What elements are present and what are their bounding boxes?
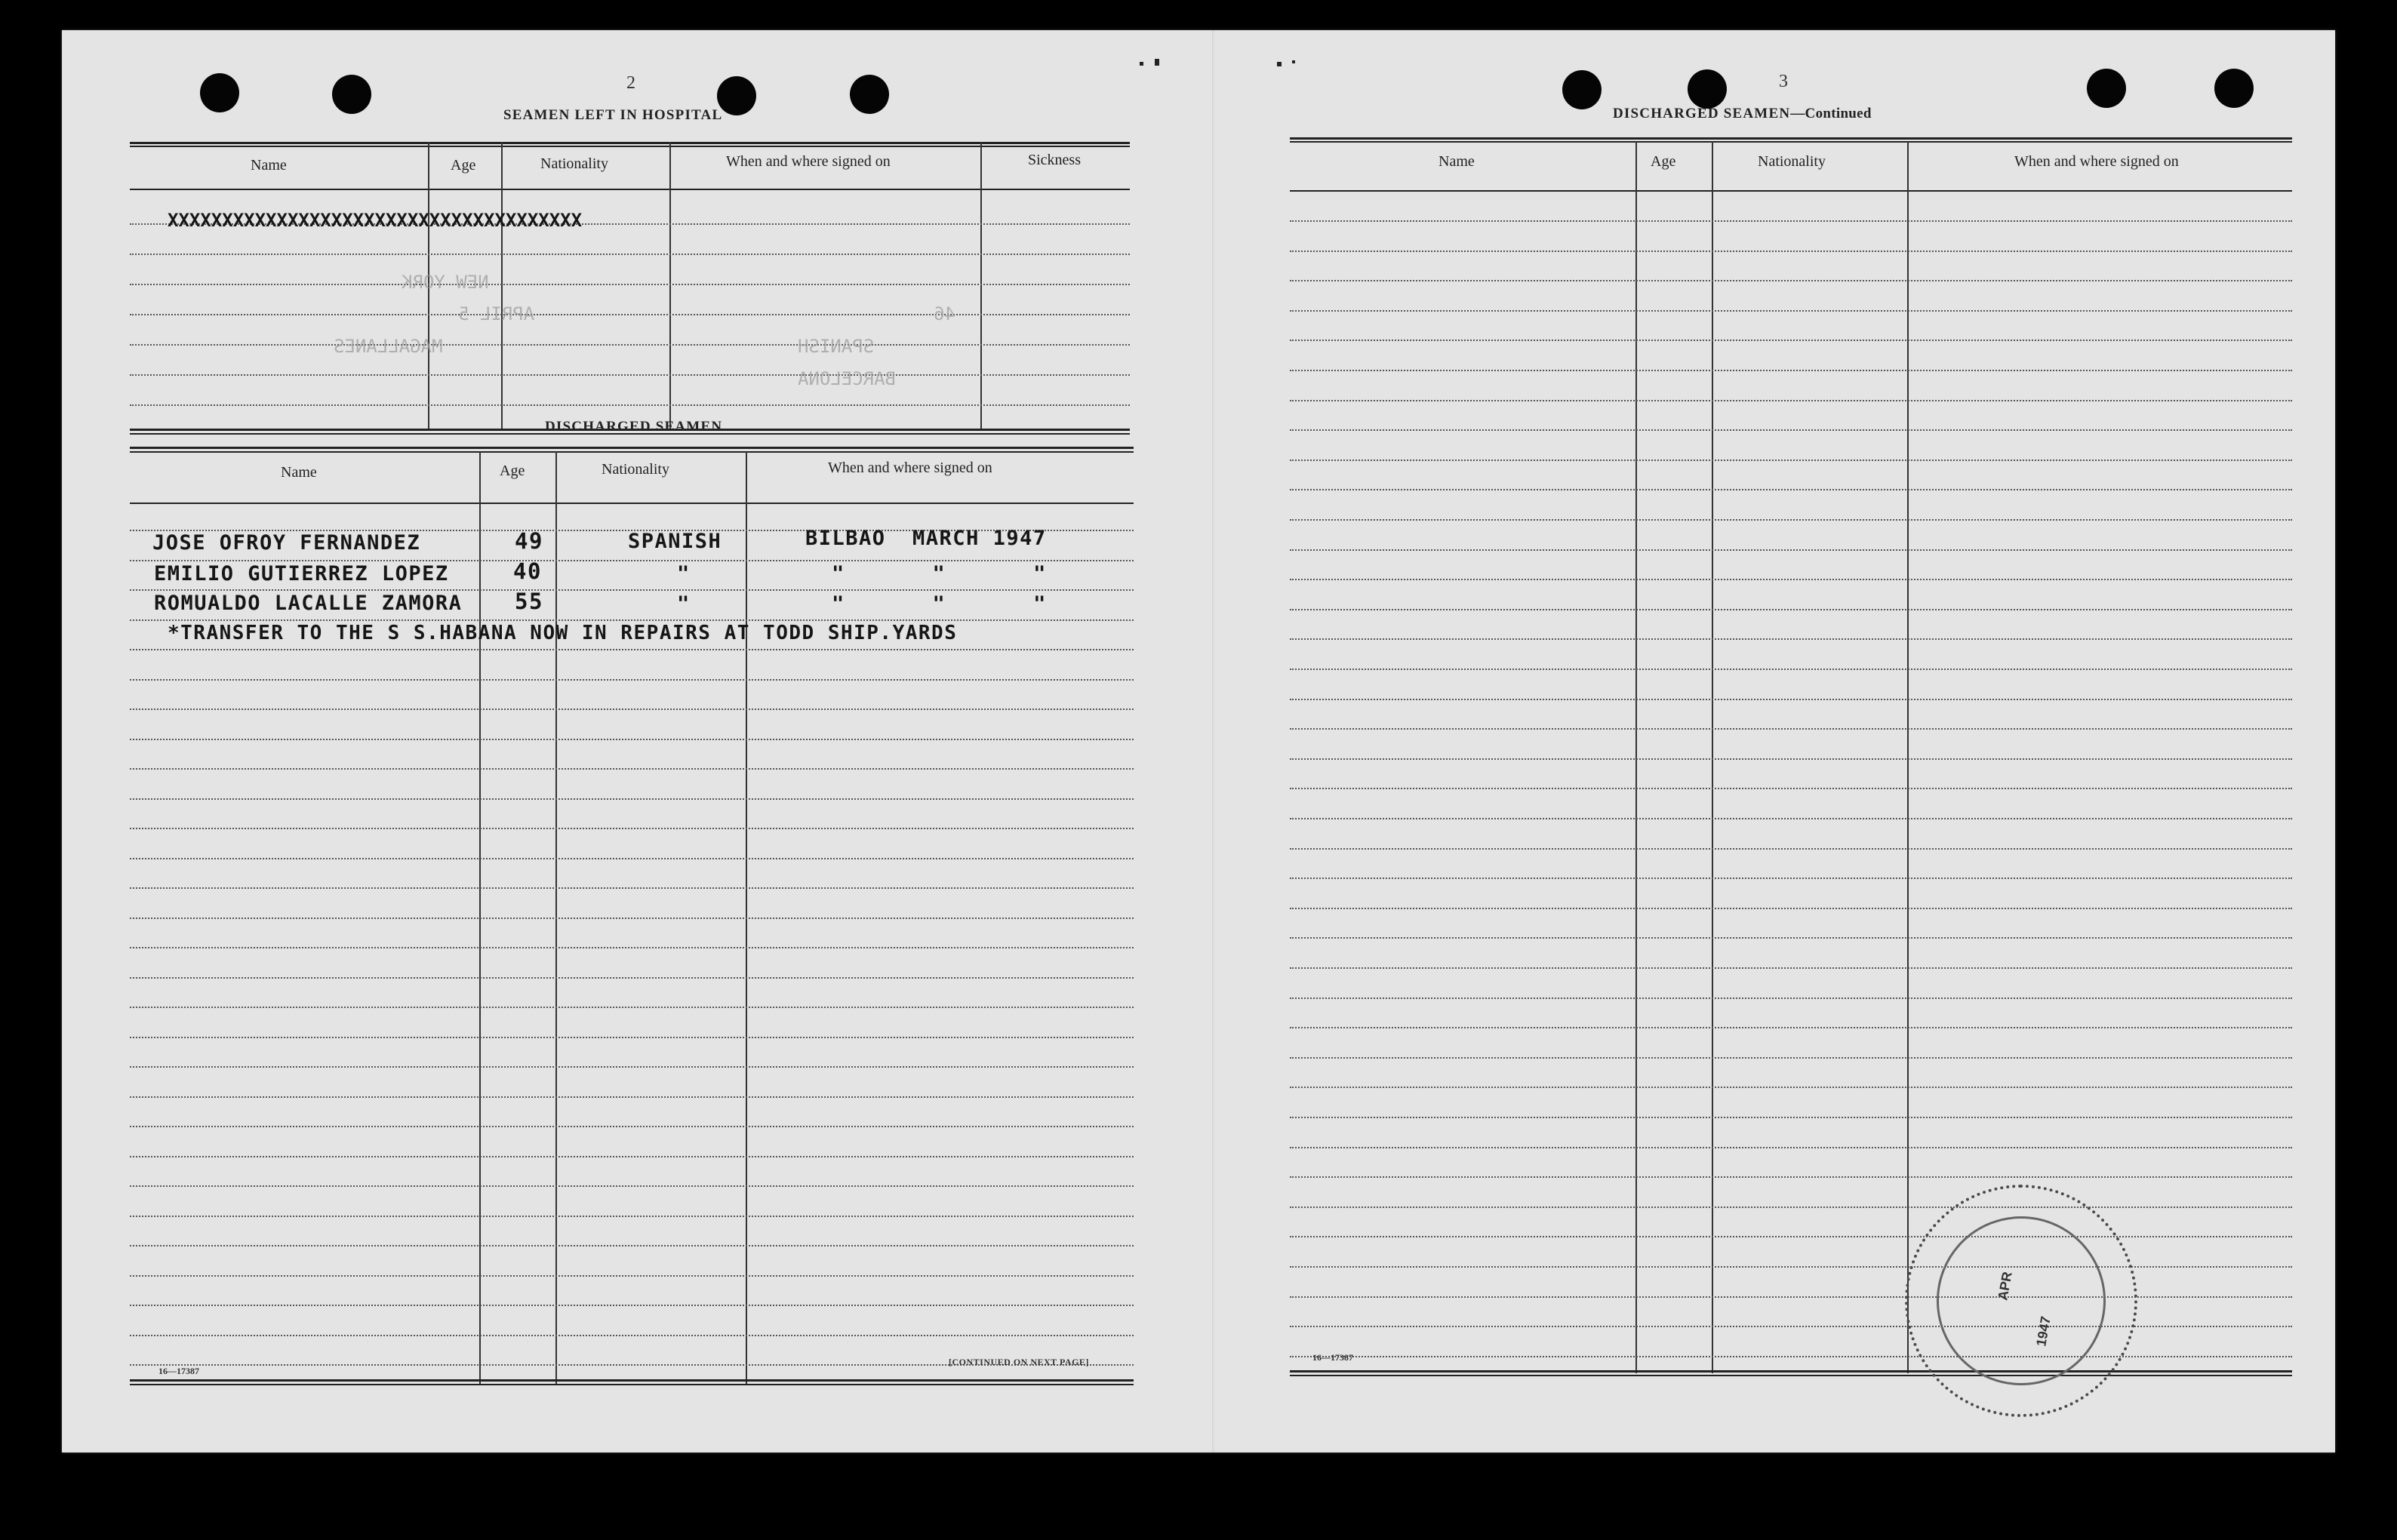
column-header-signed-on: When and where signed on — [726, 153, 891, 170]
table-top-rule — [1290, 137, 2292, 140]
row-line — [1290, 1326, 2292, 1327]
row-line — [1290, 370, 2292, 371]
row-line — [1290, 340, 2292, 341]
row-line — [1290, 489, 2292, 490]
page-number: 2 — [626, 73, 635, 93]
row-line — [1290, 549, 2292, 551]
column-divider — [501, 142, 503, 429]
column-header-name: Name — [251, 157, 287, 174]
row-line — [1290, 429, 2292, 431]
row-line — [1290, 220, 2292, 222]
row-line — [1290, 638, 2292, 640]
table-top-rule — [130, 447, 1134, 449]
row-line — [1290, 997, 2292, 999]
row-line — [1290, 758, 2292, 760]
row-line — [1290, 280, 2292, 281]
row-line — [1290, 937, 2292, 939]
row-line — [130, 589, 1134, 591]
row-line — [130, 858, 1134, 859]
seaman-name: EMILIO GUTIERREZ LOPEZ — [154, 562, 449, 586]
bleed-through-text: APRIL 5 — [458, 303, 535, 324]
row-line — [1290, 1117, 2292, 1118]
document-sheet — [62, 30, 2335, 1452]
received-stamp — [1905, 1185, 2137, 1417]
row-line — [1290, 519, 2292, 521]
row-line — [1290, 251, 2292, 252]
row-line — [1290, 788, 2292, 789]
row-line — [1290, 967, 2292, 969]
row-line — [130, 1335, 1134, 1336]
row-line — [130, 947, 1134, 948]
column-header-signed-on: When and where signed on — [2014, 153, 2179, 170]
seaman-signed-on: " " " — [832, 592, 1051, 616]
row-line — [1290, 818, 2292, 819]
page-number: 3 — [1779, 72, 1788, 91]
discharged-continued-title — [1613, 106, 1872, 122]
row-line — [1290, 1027, 2292, 1028]
header-bottom-rule — [1290, 190, 2292, 192]
seaman-nationality: " — [677, 592, 691, 616]
row-line — [130, 314, 1130, 315]
row-line — [130, 404, 1130, 406]
left-page — [62, 30, 1211, 1452]
column-divider — [669, 142, 671, 429]
seaman-age: 55 — [515, 589, 543, 614]
column-header-name: Name — [1439, 153, 1475, 170]
seaman-signed-on: " " " — [832, 562, 1051, 586]
table-bottom-rule — [1290, 1375, 2292, 1376]
row-line — [130, 1216, 1134, 1217]
row-line — [130, 284, 1130, 285]
title-main: DISCHARGED SEAMEN — [1613, 106, 1791, 121]
column-header-signed-on: When and where signed on — [828, 460, 992, 476]
row-line — [130, 739, 1134, 740]
row-line — [1290, 1147, 2292, 1148]
row-line — [1290, 848, 2292, 850]
seaman-name: ROMUALDO LACALLE ZAMORA — [154, 592, 463, 615]
stamp-year: 1947 — [2033, 1314, 2054, 1348]
row-line — [130, 1245, 1134, 1246]
stamp-month: APR — [1995, 1270, 2015, 1302]
column-header-nationality: Nationality — [602, 461, 669, 478]
bleed-through-text: BARCELONA — [798, 368, 897, 389]
row-line — [1290, 1266, 2292, 1268]
seaman-nationality: SPANISH — [628, 530, 722, 553]
row-line — [1290, 1087, 2292, 1088]
column-header-age: Age — [451, 157, 476, 174]
row-line — [130, 1156, 1134, 1157]
row-line — [1290, 1206, 2292, 1208]
row-line — [1290, 1176, 2292, 1178]
row-line — [130, 709, 1134, 710]
row-line — [130, 768, 1134, 770]
row-line — [130, 254, 1130, 255]
column-header-age: Age — [500, 463, 525, 479]
discharged-section-title: DISCHARGED SEAMEN — [545, 419, 723, 435]
stamp-ring — [1937, 1216, 2106, 1385]
row-line — [130, 798, 1134, 800]
row-line — [130, 344, 1130, 346]
column-header-name: Name — [281, 464, 317, 481]
column-divider — [980, 142, 982, 429]
row-line — [130, 887, 1134, 889]
table-bottom-rule — [130, 1379, 1134, 1382]
header-bottom-rule — [130, 503, 1134, 504]
column-header-sickness: Sickness — [1028, 152, 1081, 168]
row-line — [130, 1126, 1134, 1127]
table-top-rule — [130, 451, 1134, 453]
row-line — [130, 1305, 1134, 1306]
table-bottom-rule — [1290, 1370, 2292, 1372]
row-line — [130, 1275, 1134, 1277]
row-line — [130, 977, 1134, 979]
table-bottom-rule — [130, 1384, 1134, 1385]
bleed-through-text: SPANISH — [798, 336, 875, 357]
row-line — [1290, 1356, 2292, 1357]
row-line — [1290, 1296, 2292, 1298]
seaman-nationality: " — [677, 562, 691, 586]
row-line — [130, 560, 1134, 561]
row-line — [130, 374, 1130, 376]
struck-out-entry: XXXXXXXXXXXXXXXXXXXXXXXXXXXXXXXXXXXXXX — [168, 210, 583, 231]
row-line — [1290, 609, 2292, 610]
row-line — [1290, 1236, 2292, 1237]
row-line — [130, 679, 1134, 681]
row-line — [130, 1185, 1134, 1187]
row-line — [130, 1007, 1134, 1008]
title-suffix: —Continued — [1790, 106, 1872, 121]
row-line — [1290, 460, 2292, 461]
bleed-through-text: 46 — [934, 303, 955, 324]
row-line — [130, 1066, 1134, 1068]
row-line — [1290, 669, 2292, 670]
row-line — [130, 918, 1134, 919]
row-line — [1290, 579, 2292, 580]
transfer-note: *TRANSFER TO THE S S.HABANA NOW IN REPAIRS AT TODD SHIP.YARDS — [168, 622, 958, 644]
row-line — [1290, 400, 2292, 401]
column-divider — [1907, 141, 1909, 1373]
row-line — [130, 649, 1134, 650]
row-line — [1290, 878, 2292, 879]
row-line — [130, 1096, 1134, 1098]
seaman-signed-on: BILBAO MARCH 1947 — [805, 527, 1047, 550]
table-top-rule — [1290, 141, 2292, 143]
row-line — [130, 828, 1134, 829]
column-header-nationality: Nationality — [540, 155, 608, 172]
right-page — [1214, 30, 2335, 1452]
column-divider — [1635, 141, 1637, 1373]
row-line — [1290, 728, 2292, 730]
bleed-through-text: MAGALLANES — [334, 336, 443, 357]
seaman-name: JOSE OFROY FERNANDEZ — [152, 531, 421, 555]
row-line — [1290, 310, 2292, 312]
row-line — [130, 1037, 1134, 1038]
hospital-section-title: SEAMEN LEFT IN HOSPITAL — [503, 107, 723, 123]
column-header-age: Age — [1651, 153, 1676, 170]
form-number: 16—17387 — [1312, 1352, 1353, 1363]
column-header-nationality: Nationality — [1758, 153, 1826, 170]
bleed-through-text: NEW YORK — [402, 272, 489, 293]
seaman-age: 49 — [515, 528, 543, 554]
row-line — [1290, 908, 2292, 909]
row-line — [1290, 699, 2292, 700]
continued-label: [CONTINUED ON NEXT PAGE] — [949, 1357, 1089, 1367]
seaman-age: 40 — [513, 558, 542, 584]
row-line — [1290, 1057, 2292, 1059]
column-divider — [1712, 141, 1713, 1373]
form-number: 16—17387 — [158, 1366, 199, 1376]
row-line — [130, 619, 1134, 621]
